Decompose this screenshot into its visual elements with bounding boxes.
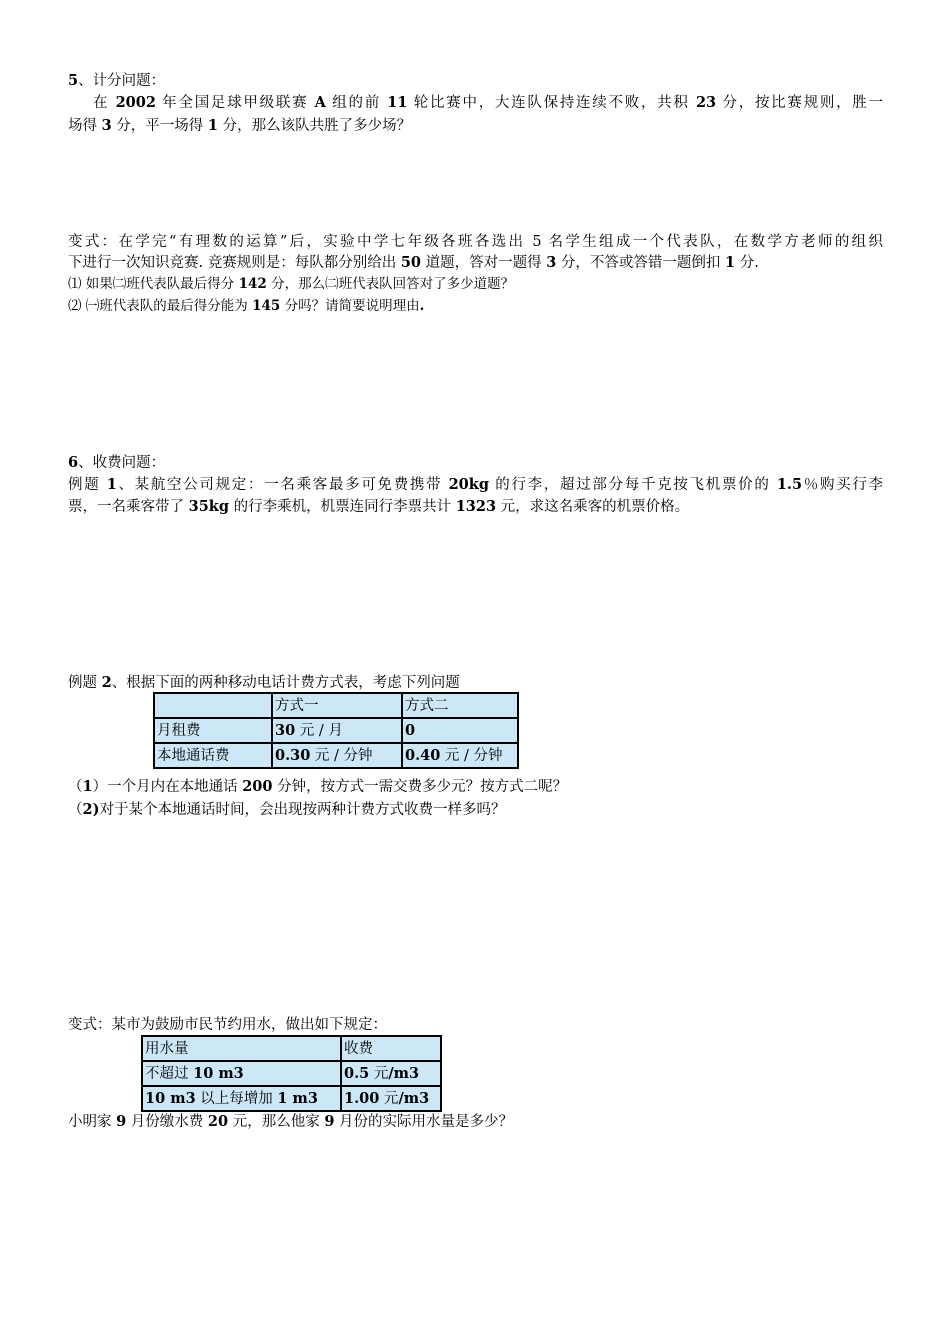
table-cell: 10 m3 以上每增加 1 m3 xyxy=(142,1086,341,1111)
section-number: 5 xyxy=(68,72,79,89)
example-1-line-1: 例题 1、某航空公司规定：一名乘客最多可免费携带 20kg 的行李，超过部分每千克按飞机票价的 1.5％购买行李 xyxy=(68,476,884,493)
table-header-row xyxy=(142,1036,441,1061)
variant-1-line-2: 下进行一次知识竞赛. 竞赛规则是：每队都分别给出 50 道题，答对一题得 3 分，不答或答错一题倒扣 1 分. xyxy=(68,254,759,271)
example-2-question-2: （2)对于某个本地通话时间，会出现按两种计费方式收费一样多吗？ xyxy=(68,801,506,818)
variant-1-question-2: ⑵ ㈠班代表队的最后得分能为 145 分吗？请简要说明理由. xyxy=(68,298,425,314)
table-header-cell: 用水量 xyxy=(142,1036,341,1061)
table-cell: 0.5 元/m3 xyxy=(341,1061,441,1086)
variant-2-intro: 变式：某市为鼓励市民节约用水，做出如下规定： xyxy=(68,1017,387,1033)
table-cell: 0.30 元 / 分钟 xyxy=(272,743,402,768)
phone-fee-table xyxy=(153,692,519,769)
section-number: 6 xyxy=(68,454,79,471)
variant-1-question-1: ⑴ 如果㈡班代表队最后得分 142 分，那么㈡班代表队回答对了多少道题？ xyxy=(68,276,515,292)
table-cell: 0.40 元 / 分钟 xyxy=(402,743,518,768)
variant-1-line-1: 变式：在学完“有理数的运算”后，实验中学七年级各班各选出 5 名学生组成一个代表队，在数学方老师的组织 xyxy=(68,234,883,250)
table-cell: 本地通话费 xyxy=(154,743,272,768)
section-title-text: 、收费问题： xyxy=(78,455,166,471)
water-fee-table xyxy=(141,1035,442,1112)
table-header-cell: 收费 xyxy=(341,1036,441,1061)
table-cell: 月租费 xyxy=(154,718,272,743)
example-2-question-1: （1）一个月内在本地通话 200 分钟，按方式一需交费多少元？按方式二呢？ xyxy=(68,778,568,795)
table-header-cell: 方式二 xyxy=(402,693,518,718)
table-cell: 1.00 元/m3 xyxy=(341,1086,441,1111)
table-row xyxy=(154,743,518,768)
section-5-title xyxy=(68,71,165,91)
variant-2-question: 小明家 9 月份缴水费 20 元，那么他家 9 月份的实际用水量是多少？ xyxy=(68,1113,514,1130)
section-title-text: 、计分问题： xyxy=(78,73,166,89)
section-6-title xyxy=(68,453,165,473)
table-row xyxy=(142,1061,441,1086)
example-1-line-2: 票，一名乘客带了 35kg 的行李乘机，机票连同行李票共计 1323 元，求这名乘客的机票价格。 xyxy=(68,498,690,515)
table-row xyxy=(142,1086,441,1111)
table-cell: 30 元 / 月 xyxy=(272,718,402,743)
example-2-intro: 例题 2、根据下面的两种移动电话计费方式表，考虑下列问题 xyxy=(68,674,460,691)
table-header-cell xyxy=(154,693,272,718)
problem-5-line-2: 场得 3 分，平一场得 1 分，那么该队共胜了多少场？ xyxy=(68,117,412,134)
problem-5-line-1: 在 2002 年全国足球甲级联赛 A 组的前 11 轮比赛中，大连队保持连续不败，共积 23 分，按比赛规则，胜一 xyxy=(93,94,884,111)
table-header-cell: 方式一 xyxy=(272,693,402,718)
table-row xyxy=(154,718,518,743)
table-header-row xyxy=(154,693,518,718)
table-cell: 不超过 10 m3 xyxy=(142,1061,341,1086)
table-cell: 0 xyxy=(402,718,518,743)
